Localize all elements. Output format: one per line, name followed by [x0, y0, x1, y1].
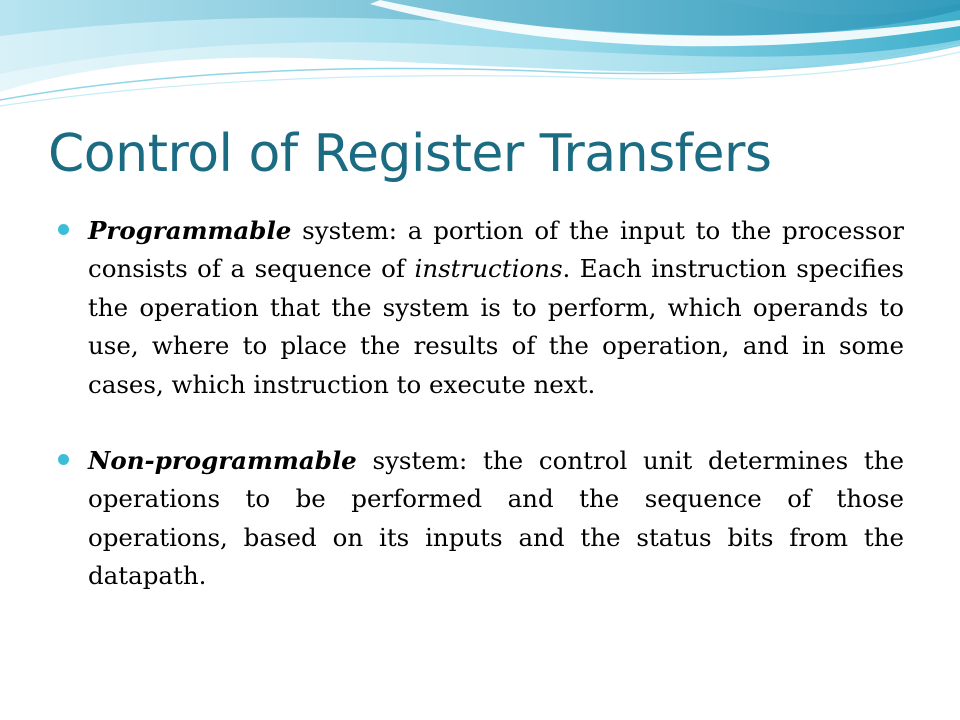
bullet-non-programmable — [58, 442, 904, 596]
bullet-programmable — [58, 212, 904, 404]
bullet-term: Programmable — [88, 216, 292, 245]
bullet-text-continued: . Each instruction specifies the operation that the system is to perform, which operands to use, where to place the results of the operation, and in some cases, which instruction to execute next. — [88, 254, 905, 399]
bullet-term: Non-programmable — [88, 446, 357, 476]
bullet-dot-icon — [58, 224, 69, 235]
bullet-dot-icon — [58, 454, 69, 465]
bullet-text: system: a portion of the input to the processor consists of a sequence of — [88, 216, 904, 284]
bullet-emphasis: instructions — [414, 254, 563, 284]
slide-title: Control of Register Transfers — [48, 124, 772, 184]
bullet-text: system: the control unit determines the operations to be performed and the sequence of those operations, based on its inputs and the status bits from the datapath. — [88, 446, 904, 591]
slide-content — [58, 212, 904, 596]
